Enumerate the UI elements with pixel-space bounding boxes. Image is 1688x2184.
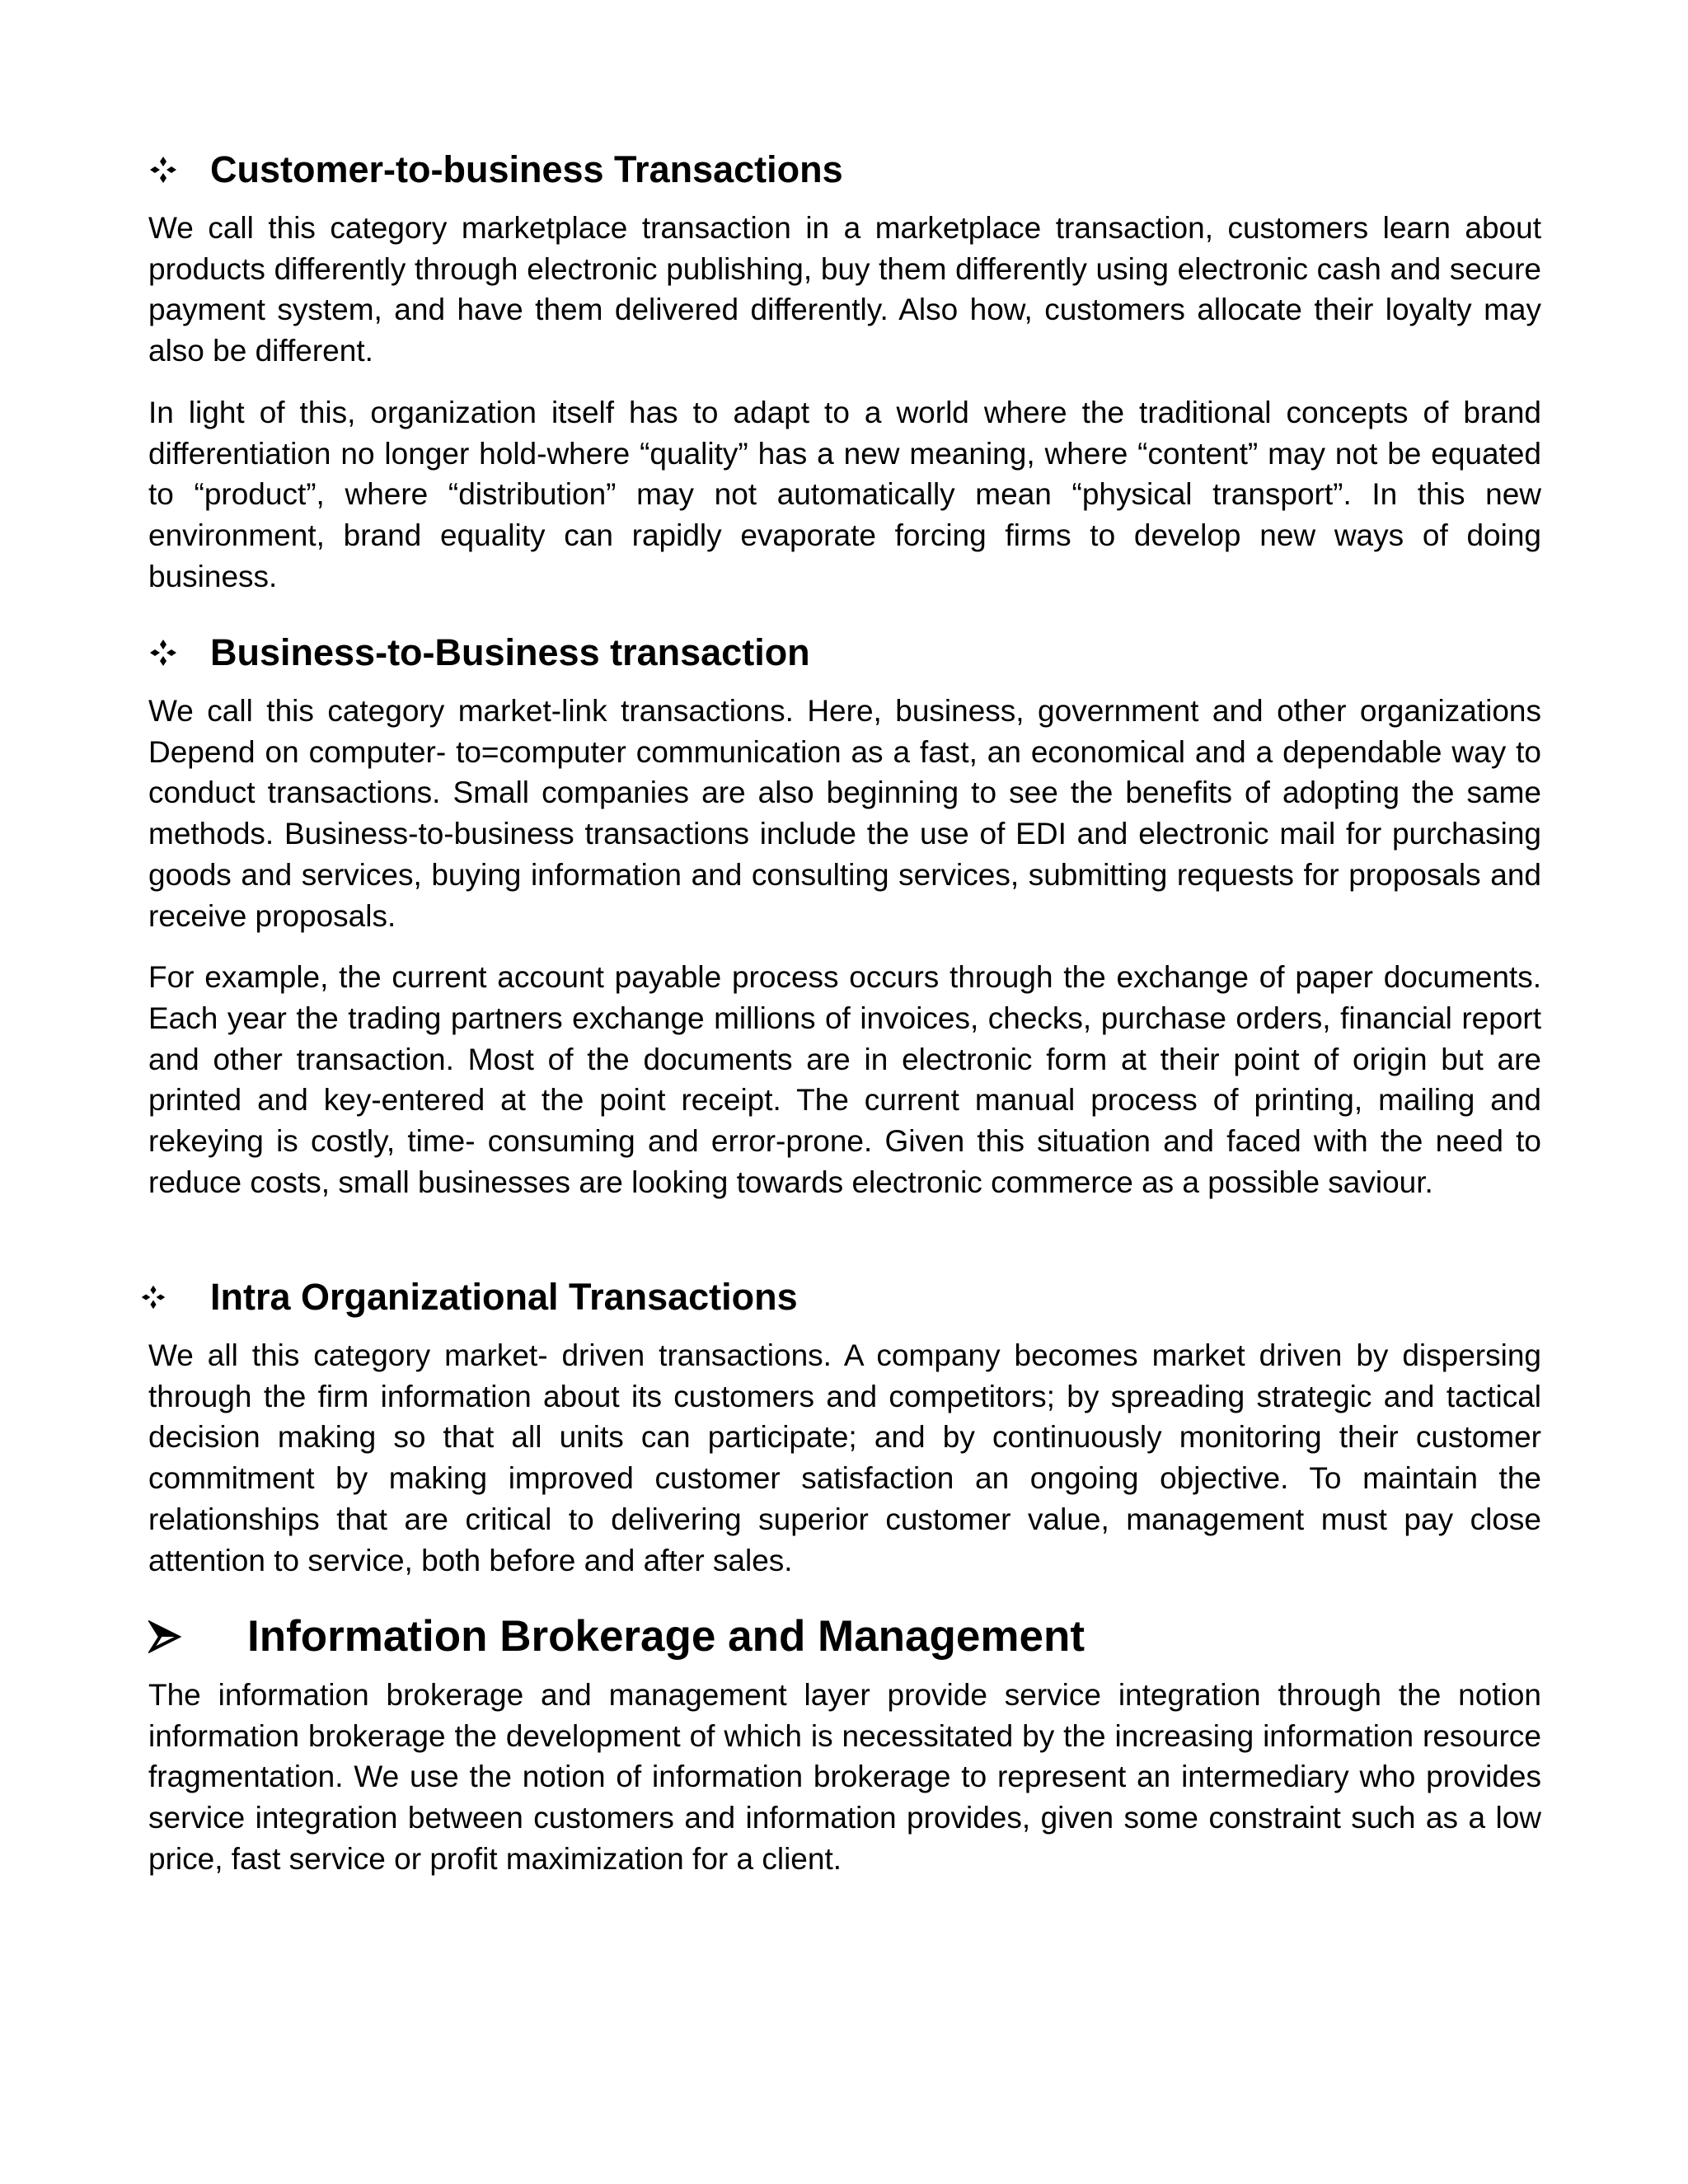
paragraph: The information brokerage and management layer provide service integration through the notion information brokerage the development of which is necessitated by the increasing information resource fragmentation. We use the notion of information brokerage to represent an intermediary who provides service integration between customers and information provides, given some constraint such as a low price, fast service or profit maximization for a client. bbox=[148, 1678, 1541, 1876]
paragraph: We all this category market- driven transactions. A company becomes market driven by dispersing through the firm information about its customers and competitors; by spreading strategic and tactical decision making so that all units can participate; and by continuously monitoring their customer commitment by making improved customer satisfaction an ongoing objective. To maintain the relationships that are critical to delivering superior customer value, management must pay close attention to service, both before and after sales. bbox=[148, 1338, 1541, 1577]
section-heading bbox=[148, 1271, 1541, 1324]
section-business-to-business bbox=[148, 626, 1541, 1202]
diamond-bullet-icon bbox=[148, 638, 210, 668]
paragraph: In light of this, organization itself has to adapt to a world where the traditional concepts of brand differentiation no longer hold-where “quality” has a new meaning, where “content” may not be equated to “product”, where “distribution” may not automatically mean “physical transport”. In this new environment, brand equality can rapidly evaporate forcing firms to develop new ways of doing business. bbox=[148, 395, 1541, 593]
paragraph: We call this category marketplace transaction in a marketplace transaction, customers learn about products differently through electronic publishing, buy them differently using electronic cash and secure payment system, and have them delivered differently. Also how, customers allocate their loyalty may also be different. bbox=[148, 211, 1541, 368]
section-customer-to-business bbox=[148, 143, 1541, 597]
section-heading bbox=[148, 1610, 1541, 1663]
section-heading bbox=[148, 143, 1541, 196]
arrow-bullet-icon bbox=[148, 1620, 247, 1653]
paragraph: For example, the current account payable process occurs through the exchange of paper documents. Each year the trading partners exchange millions of invoices, checks, purchase orders, financial report and other transaction. Most of the documents are in electronic form at their point of origin but are printed and key-entered at the point receipt. The current manual process of printing, mailing and rekeying is costly, time- consuming and error-prone. Given this situation and faced with the need to reduce costs, small businesses are looking towards electronic commerce as a possible saviour. bbox=[148, 960, 1541, 1199]
diamond-bullet-icon bbox=[140, 1284, 210, 1310]
section-heading-text: Customer-to-business Transactions bbox=[210, 148, 843, 190]
paragraph: We call this category market-link transactions. Here, business, government and other organizations Depend on computer- to=computer communication as a fast, an economical and a dependable way to conduct transactions. Small companies are also beginning to see the benefits of adopting the same methods. Business-to-business transactions include the use of EDI and electronic mail for purchasing goods and services, buying information and consulting services, submitting requests for proposals and receive proposals. bbox=[148, 694, 1541, 933]
section-intra-organizational bbox=[148, 1271, 1541, 1581]
section-heading-text: Intra Organizational Transactions bbox=[210, 1276, 798, 1318]
diamond-bullet-icon bbox=[148, 155, 210, 185]
section-heading-text: Information Brokerage and Management bbox=[247, 1612, 1085, 1661]
section-heading bbox=[148, 626, 1541, 679]
section-information-brokerage bbox=[148, 1610, 1541, 1880]
section-heading-text: Business-to-Business transaction bbox=[210, 631, 810, 673]
